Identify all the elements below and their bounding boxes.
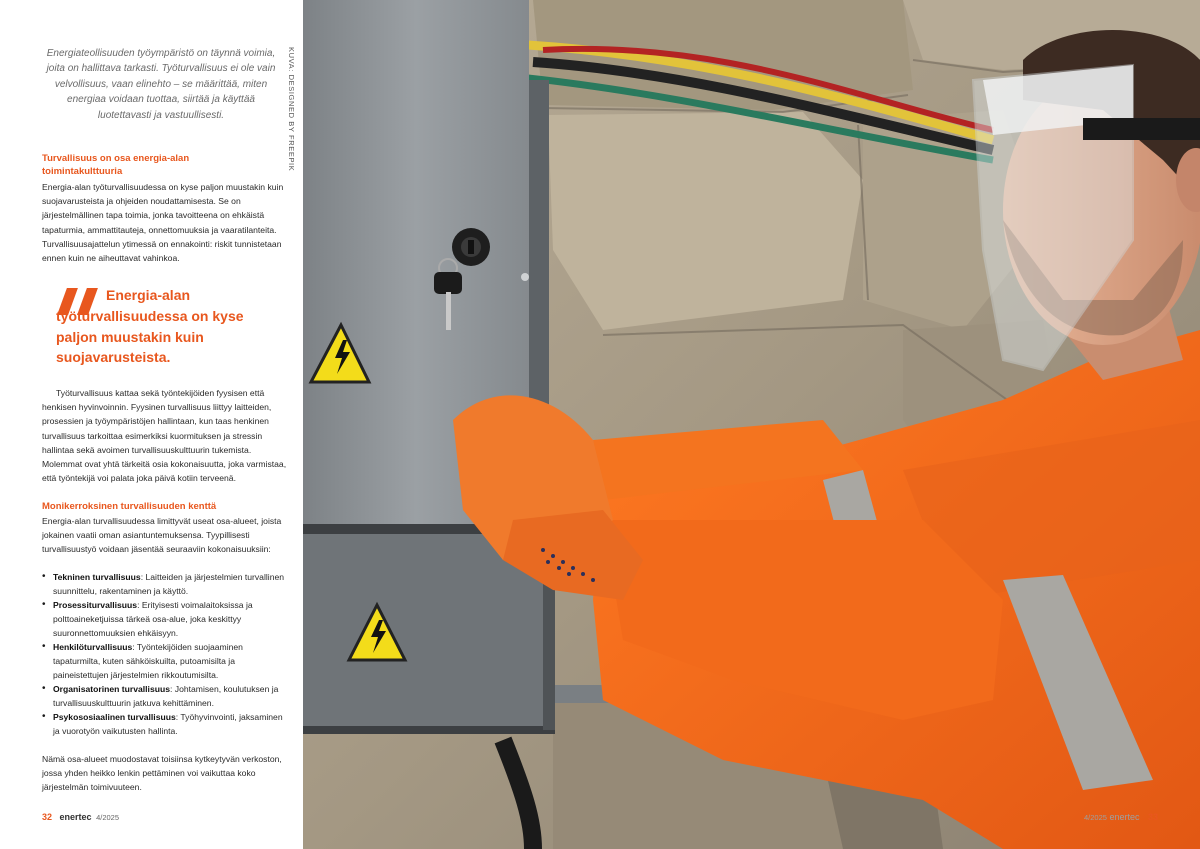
article-column — [0, 0, 303, 849]
page-footer-left — [42, 812, 119, 822]
list-item: • Organisatorinen turvallisuus: Johtamisen, koulutuksen ja turvallisuuskulttuurin jatkuva kehittäminen. — [42, 682, 287, 710]
magazine-name: enertec — [1109, 812, 1140, 822]
list-item: • Prosessiturvallisuus: Erityisesti voimalaitoksissa ja polttoaineketjuissa tärkeä osa-alue, joka keskittyy suuronnettomuuksien ehkäisyyn. — [42, 598, 287, 640]
list-item: • Psykososiaalinen turvallisuus: Työhyvinvointi, jaksaminen ja vuorotyön vaikutusten hallinta. — [42, 710, 287, 738]
photo-credit: KUVA: DESIGNED BY FREEPIK — [287, 47, 296, 172]
section2-heading: Monikerroksinen turvallisuuden kenttä — [42, 501, 217, 512]
pull-quote — [56, 285, 286, 368]
list-item: • Henkilöturvallisuus: Työntekijöiden suojaaminen tapaturmilta, kuten sähköiskuilta, putoamisilta ja paineistettujen järjestelmien rikkoutumisilta. — [42, 640, 287, 682]
issue-number: 4/2025 — [96, 813, 120, 822]
page-footer-right — [1084, 812, 1158, 822]
section1-body: Energia-alan työturvallisuudessa on kyse paljon muustakin kuin suojavarusteista ja ohjeiden noudattamisesta. Se on järjestelmällinen tapa toimia, jonka tavoitteena on ehkäistä tapaturmia, ammattitauteja, onnettomuuksia ja vaaratilanteita. Turvallisuusajattelun ytimessä on ennakointi: riskit tunnistetaan ennen kuin ne aiheuttavat vahinkoa. — [42, 182, 284, 264]
photo-worker-electrical-cabinet — [303, 0, 1200, 849]
list-item: • Tekninen turvallisuus: Laitteiden ja järjestelmien turvallinen suunnittelu, rakentaminen ja käyttö. — [42, 570, 287, 598]
magazine-name: enertec — [59, 812, 92, 822]
section1-heading: Turvallisuus on osa energia-alan toimintakulttuuria — [42, 153, 190, 177]
page-number: 33 — [1147, 812, 1158, 822]
page-number: 32 — [42, 812, 53, 822]
pull-quote-text: Energia-alan työturvallisuudessa on kyse paljon muustakin kuin suojavarusteista. — [56, 287, 244, 366]
intro-lead: Energiateollisuuden työympäristö on täynnä voimia, joita on hallittava tarkasti. Työturvallisuus ei ole vain velvollisuus, vaan elinehto – se määrittää, miten energiaa voidaan tuottaa, siirtää ja käyttää luotettavasti ja vastuullisesti. — [46, 48, 276, 121]
issue-number: 4/2025 — [1083, 813, 1107, 822]
closing-paragraph: Nämä osa-alueet muodostavat toisiinsa kytkeytyvän verkoston, jossa yhden heikko lenkin pettäminen voi vaikuttaa koko järjestelmän toimivuuteen. — [42, 754, 282, 793]
body-paragraph-2: Työturvallisuus kattaa sekä työntekijöiden fyysisen että henkisen hyvinvoinnin. Fyysinen turvallisuus liittyy laitteiden, prosessien ja työympäristöjen hallintaan, kun taas henkinen turvallisuus tarkoittaa esimerkiksi kuormituksen ja stressin hallintaa sekä avoimen turvallisuuskulttuurin tukemista. Molemmat ovat yhtä tärkeitä osia kokonaisuutta, joka varmistaa, että työntekijä voi palata joka päivä kotiin terveenä. — [42, 388, 287, 484]
safety-areas-list — [42, 570, 287, 738]
section2-body: Energia-alan turvallisuudessa limittyvät useat osa-alueet, joista jokainen vaatii oman asiantuntemuksensa. Tyypillisesti turvallisuustyö voidaan jäsentää seuraaviin kokonaisuuksiin: — [42, 516, 282, 555]
